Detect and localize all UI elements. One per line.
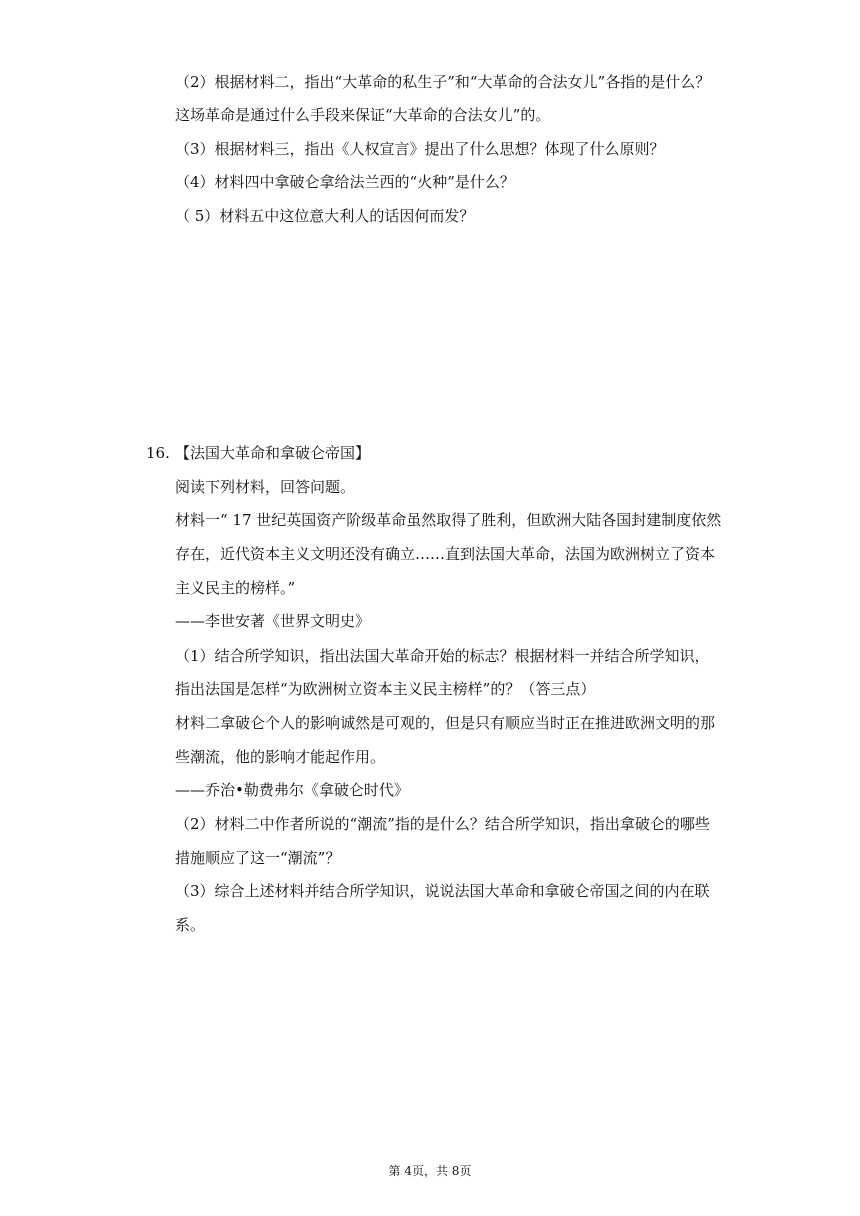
page-footer: 第 4页，共 8页 bbox=[388, 1164, 472, 1178]
q16-line-6: 指出法国是怎样“为欧洲树立资本主义民主榜样”的？（答三点） bbox=[175, 680, 596, 698]
q16-line-10: 措施顺应了这一“潮流”？ bbox=[175, 849, 341, 867]
q16-title: 【法国大革命和拿破仑帝国】 bbox=[175, 444, 371, 462]
q16-line-3: 存在，近代资本主义文明还没有确立……直到法国大革命，法国为欧洲树立了资本 bbox=[175, 545, 716, 563]
q15-line-5: （ 5）材料五中这位意大利人的话因何而发？ bbox=[175, 207, 475, 225]
q16-line-9: （2）材料二中作者所说的“潮流”指的是什么？结合所学知识，指出拿破仑的哪些 bbox=[175, 815, 710, 833]
q16-source-1: ——李世安著《世界文明史》 bbox=[175, 612, 371, 630]
q15-line-2: 这场革命是通过什么手段来保证“大革命的合法女儿”的。 bbox=[175, 106, 551, 124]
q16-source-2: ——乔治•勒费弗尔《拿破仑时代》 bbox=[175, 781, 409, 799]
q16-line-7: 材料二拿破仑个人的影响诚然是可观的，但是只有顺应当时正在推进欧洲文明的那 bbox=[175, 714, 716, 732]
q15-line-3: （3）根据材料三，指出《人权宣言》提出了什么思想？体现了什么原则？ bbox=[175, 140, 665, 158]
q15-line-1: （2）根据材料二，指出“大革命的私生子”和“大革命的合法女儿”各指的是什么？ bbox=[175, 73, 711, 91]
q16-line-5: （1）结合所学知识，指出法国大革命开始的标志？根据材料一并结合所学知识， bbox=[175, 647, 710, 665]
q16-line-4: 主义民主的榜样。” bbox=[175, 579, 296, 597]
q16-line-8: 些潮流，他的影响才能起作用。 bbox=[175, 748, 386, 766]
q16-line-1: 阅读下列材料，回答问题。 bbox=[175, 478, 356, 496]
q16-line-2: 材料一“ 17 世纪英国资产阶级革命虽然取得了胜利，但欧洲大陆各国封建制度依然 bbox=[175, 511, 722, 529]
q15-line-4: （4）材料四中拿破仑拿给法兰西的“火种”是什么？ bbox=[175, 173, 515, 191]
q16-number: 16. bbox=[146, 444, 170, 462]
q16-line-12: 系。 bbox=[175, 916, 206, 934]
q16-line-11: （3）综合上述材料并结合所学知识，说说法国大革命和拿破仑帝国之间的内在联 bbox=[175, 882, 710, 900]
